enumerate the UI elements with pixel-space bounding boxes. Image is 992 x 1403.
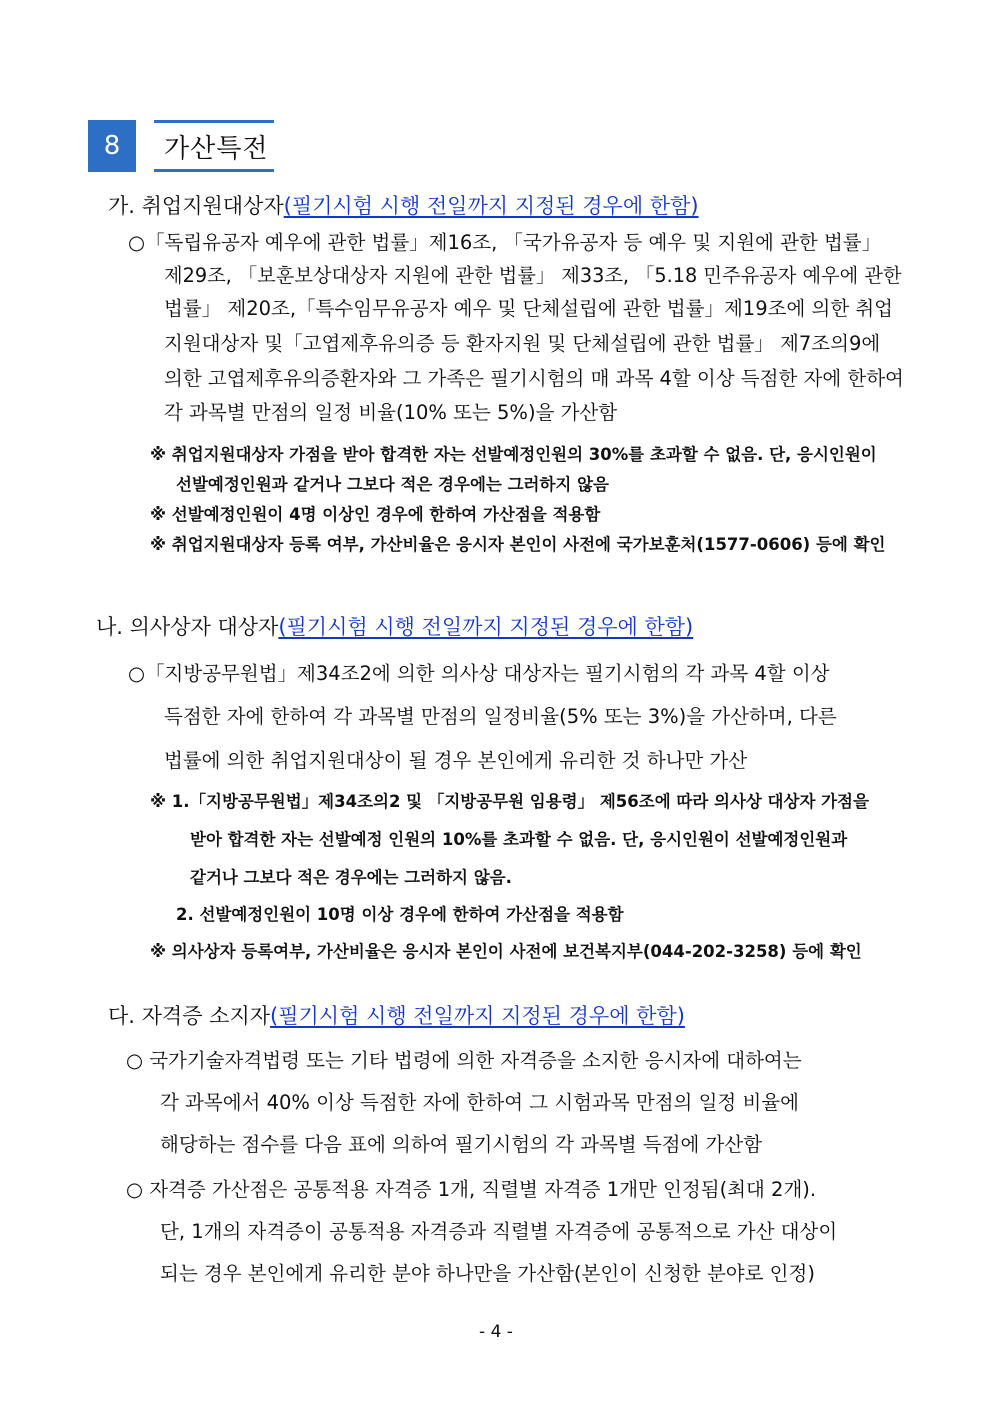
heading-na-label: 나. 의사상자 대상자 [96,615,279,639]
na-note: 받아 합격한 자는 선발예정 인원의 10%를 초과할 수 없음. 단, 응시인원이 선발예정인원과 [190,830,848,849]
na-paragraph-line: 득점한 자에 한하여 각 과목별 만점의 일정비율(5% 또는 3%)을 가산하며, 다른 [164,705,837,728]
na-note: ※ 1.「지방공무원법」제34조의2 및 「지방공무원 임용령」 제56조에 따라 의사상 대상자 가점을 [150,792,869,811]
na-note: 2. 선발예정인원이 10명 이상 경우에 한하여 가산점을 적용함 [176,905,624,924]
ga-paragraph-line: 의한 고엽제후유의증환자와 그 가족은 필기시험의 매 과목 4할 이상 득점한 자에 한하여 [164,367,904,390]
da-paragraph-line: ○ 자격증 가산점은 공통적용 자격증 1개, 직렬별 자격증 1개만 인정됨(최대 2개). [126,1178,817,1201]
ga-paragraph-line: ○「독립유공자 예우에 관한 법률」제16조, 「국가유공자 등 예우 및 지원에 관한 법률」 [128,231,882,254]
da-paragraph-line: 되는 경우 본인에게 유리한 분야 하나만을 가산함(본인이 신청한 분야로 인정) [160,1262,815,1285]
section-title: 가산특전 [164,133,269,164]
da-paragraph-line: 단, 1개의 자격증이 공통적용 자격증과 직렬별 자격증에 공통적으로 가산 대상이 [160,1220,838,1243]
heading-ga-condition: (필기시험 시행 전일까지 지정된 경우에 한함) [283,194,699,218]
heading-na-condition: (필기시험 시행 전일까지 지정된 경우에 한함) [278,615,694,639]
ga-paragraph-line: 제29조, 「보훈보상대상자 지원에 관한 법률」 제33조, 「5.18 민주유공자 예우에 관한 [164,264,902,287]
da-paragraph-line: ○ 국가기술자격법령 또는 기타 법령에 의한 자격증을 소지한 응시자에 대하여는 [126,1049,802,1072]
ga-note: ※ 선발예정인원이 4명 이상인 경우에 한하여 가산점을 적용함 [150,505,601,524]
heading-da [108,1000,685,1030]
ga-paragraph-line: 각 과목별 만점의 일정 비율(10% 또는 5%)을 가산함 [164,401,618,424]
page-number: - 4 - [479,1322,513,1342]
ga-paragraph-line: 법률」 제20조,「특수임무유공자 예우 및 단체설립에 관한 법률」제19조에 의한 취업 [164,297,894,320]
heading-da-condition: (필기시험 시행 전일까지 지정된 경우에 한함) [270,1004,685,1028]
ga-paragraph-line: 지원대상자 및「고엽제후유의증 등 환자지원 및 단체설립에 관한 법률」 제7조의9에 [164,332,881,355]
da-paragraph-line: 해당하는 점수를 다음 표에 의하여 필기시험의 각 과목별 득점에 가산함 [160,1133,763,1156]
ga-note: 선발예정인원과 같거나 그보다 적은 경우에는 그러하지 않음 [176,475,609,494]
ga-note: ※ 취업지원대상자 가점을 받아 합격한 자는 선발예정인원의 30%를 초과할 수 없음. 단, 응시인원이 [150,445,877,464]
heading-da-label: 다. 자격증 소지자 [108,1004,271,1028]
na-paragraph-line: 법률에 의한 취업지원대상이 될 경우 본인에게 유리한 것 하나만 가산 [164,749,748,772]
na-note: 같거나 그보다 적은 경우에는 그러하지 않음. [190,868,512,887]
section-title-box [154,120,274,172]
na-note: ※ 의사상자 등록여부, 가산비율은 응시자 본인이 사전에 보건복지부(044-202-3258) 등에 확인 [150,942,862,961]
na-paragraph-line: ○「지방공무원법」제34조2에 의한 의사상 대상자는 필기시험의 각 과목 4할 이상 [128,662,830,685]
da-paragraph-line: 각 과목에서 40% 이상 득점한 자에 한하여 그 시험과목 만점의 일정 비율에 [160,1091,799,1114]
ga-note: ※ 취업지원대상자 등록 여부, 가산비율은 응시자 본인이 사전에 국가보훈처(1577-0606) 등에 확인 [150,535,886,554]
heading-ga [108,190,699,220]
heading-ga-label: 가. 취업지원대상자 [108,194,284,218]
section-number-badge: 8 [88,120,136,172]
heading-na [96,611,693,641]
